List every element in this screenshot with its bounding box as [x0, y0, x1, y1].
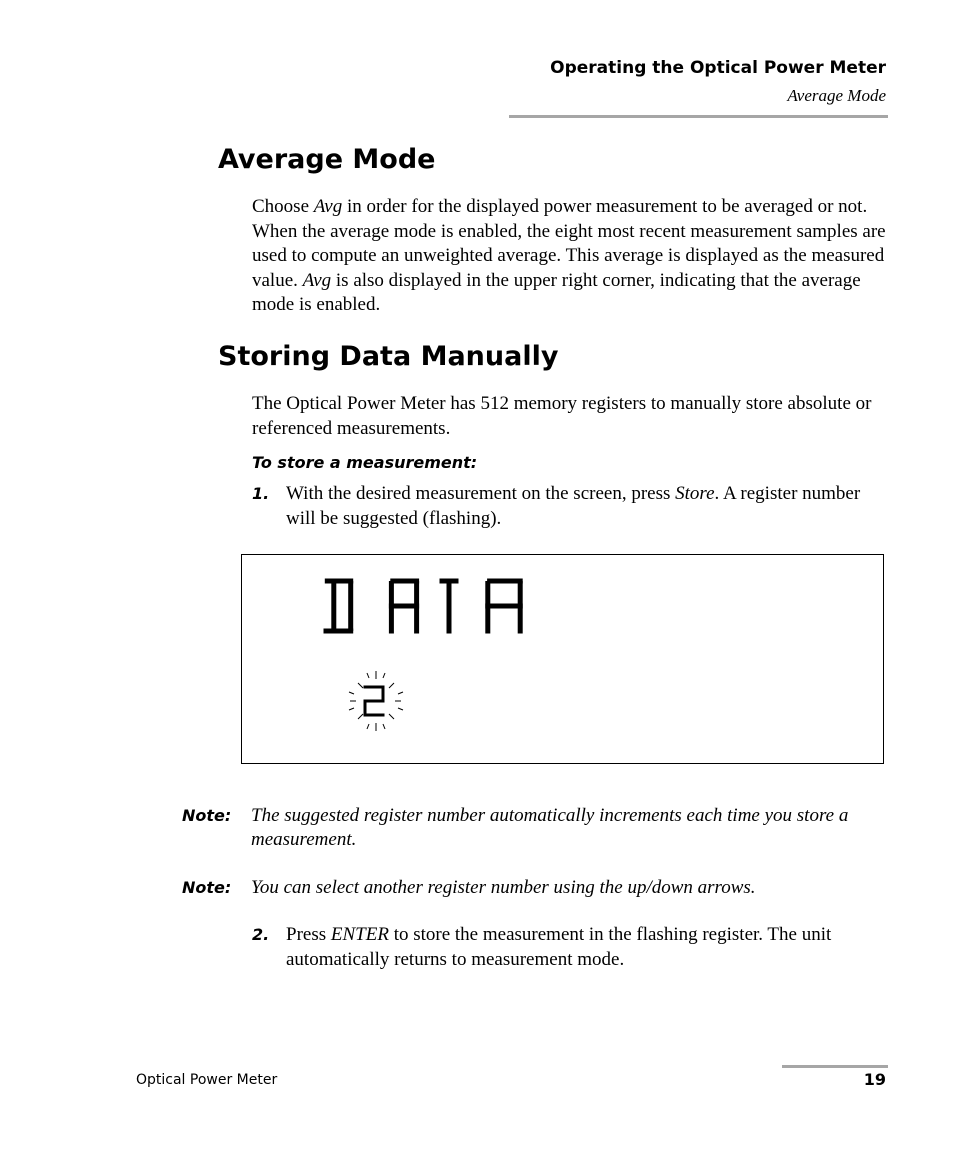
procedure-title: To store a measurement:	[252, 453, 478, 472]
page-number: 19	[863, 1070, 886, 1089]
storing-paragraph: The Optical Power Meter has 512 memory registers to manually store absolute or referenced measurements.	[252, 393, 872, 439]
header-rule	[509, 115, 888, 118]
step-2-text: Press ENTER to store the measurement in the flashing register. The unit automatically returns to measurement mode.	[286, 924, 832, 970]
step-1-number: 1.	[252, 484, 270, 503]
lcd-main-text	[326, 581, 520, 631]
chapter-title: Operating the Optical Power Meter	[550, 58, 886, 78]
lcd-display-illustration	[241, 554, 884, 764]
lcd-display-graphic	[242, 555, 883, 763]
section-title: Average Mode	[787, 86, 886, 105]
step-1-text: With the desired measurement on the screen, press Store. A register number will be suggested (flashing).	[286, 483, 861, 529]
heading-storing-data: Storing Data Manually	[218, 341, 559, 372]
note-2-text: You can select another register number using the up/down arrows.	[251, 877, 756, 898]
step-2-number: 2.	[252, 925, 270, 944]
note-1-text: The suggested register number automatically increments each time you store a measurement.	[251, 805, 849, 850]
footer-rule	[782, 1065, 888, 1068]
average-mode-paragraph: Choose Avg in order for the displayed power measurement to be averaged or not. When the average mode is enabled, the eight most recent measurement samples are used to compute an unweighted average. This average is displayed as the measured value. Avg is also displayed in the upper right corner, indicating that the average mode is enabled.	[252, 196, 886, 315]
note-1-label: Note:	[182, 806, 232, 825]
note-2-label: Note:	[182, 878, 232, 897]
footer-document-title: Optical Power Meter	[136, 1072, 278, 1088]
heading-average-mode: Average Mode	[218, 144, 436, 175]
register-number-digit	[365, 687, 383, 715]
